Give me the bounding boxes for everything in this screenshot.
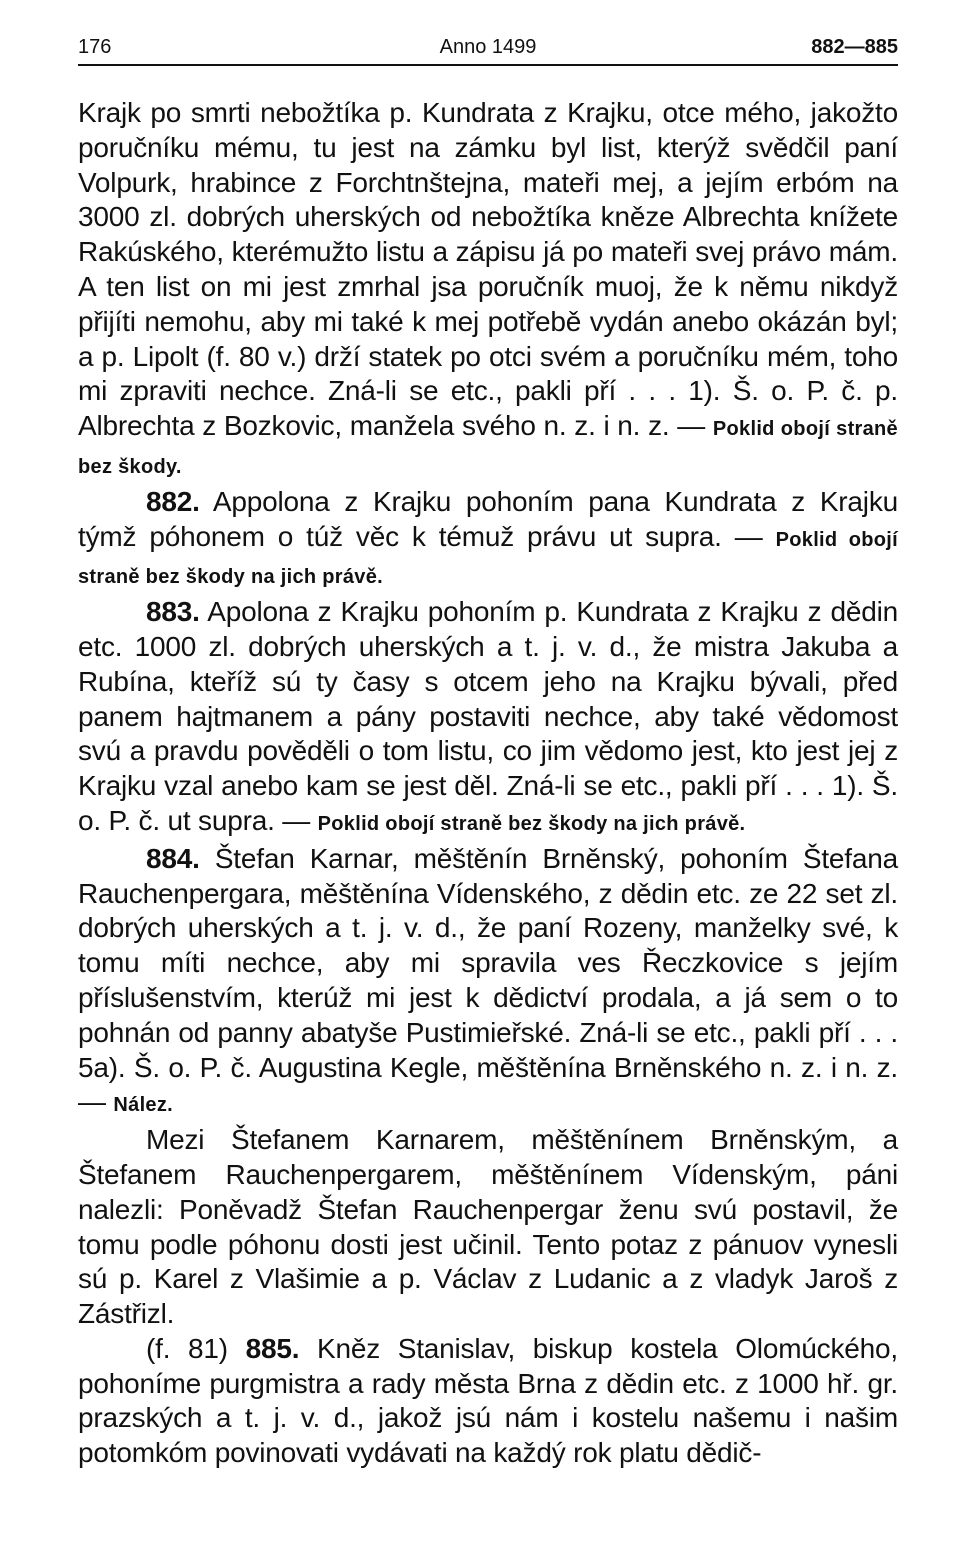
folio-reference: (f. 81) <box>146 1332 228 1364</box>
page-number: 176 <box>78 36 112 58</box>
running-title: Anno 1499 <box>439 36 537 58</box>
document-body <box>78 96 898 1471</box>
entry-text: Štefan Karnar, měštěnín Brněnský, pohoním Štefana Rauchenpergara, měštěnína Vídenského, z dědin etc. ze 22 set zl. dobrých uherských a t. j. v. d., že paní Rozeny, manželky své, k tomu míti nechce, aby mi spravila ves Řeczkovice s jejím příslušenstvím, kterúž mi jest k dědictví prodala, a já sem o to pohnán od panny abatyše Pustimieřské. Zná-li se etc., pakli pří . . . 5a). Š. o. P. č. Augustina Kegle, měštěnína Brněnského n. z. i n. z. — <box>78 842 898 1118</box>
entry-number: 884. <box>146 842 200 874</box>
paragraph-continuation <box>78 96 898 485</box>
finding-paragraph: Mezi Štefanem Karnarem, měštěnínem Brněnským, a Štefanem Rauchenpergarem, měštěnínem Vídenským, páni nalezli: Poněvadž Štefan Rauchenpergar ženu svú postavil, že tomu podle póhonu dosti jest učinil. Tento potaz z pánuov vynesli sú p. Karel z Vlašimie a p. Václav z Ludanic a z vladyk Jaroš z Zástřizl. <box>78 1124 898 1330</box>
entry-884 <box>78 842 898 1123</box>
entry-text: Appolona z Krajku pohoním pana Kundrata z Krajku týmž póhonem o túž věc k témuž právu ut supra. — <box>78 485 898 552</box>
entry-number: 885. <box>245 1332 300 1364</box>
entry-885 <box>78 1332 898 1471</box>
verdict-note: Poklid obojí straně bez škody na jich právě. <box>78 528 898 589</box>
running-header <box>78 36 898 66</box>
entry-882 <box>78 485 898 595</box>
entry-range: 882—885 <box>811 36 898 58</box>
page <box>78 36 898 1471</box>
entry-number: 883. <box>146 596 200 628</box>
entry-number: 882. <box>146 485 200 517</box>
entry-text: Apolona z Krajku pohoním p. Kundrata z Krajku z dědin etc. 1000 zl. dobrých uherských a t. j. v. d., že mistra Jakuba a Rubína, kteříž sú ty časy s otcem jeho na Krajku bývali, před panem hajtmanem a pány postaviti nechce, aby také vědomost svú a pravdu pověděli o tom listu, co jim vědomo jest, kto jest jej z Krajku vzal anebo kam se jest děl. Zná-li se etc., pakli pří . . . 1). Š. o. P. č. ut supra. — <box>78 596 898 836</box>
entry-883 <box>78 595 898 842</box>
entry-text: Kněz Stanislav, biskup kostela Olomúckého, pohoníme purgmistra a rady města Brna z dědin etc. z 1000 hř. gr. prazských a t. j. v. d., jakož jsú nám i kostelu našemu i našim potomkóm povinovati vydávati na každý rok platu dědič- <box>78 1332 898 1469</box>
paragraph-text: Krajk po smrti nebožtíka p. Kundrata z Krajku, otce mého, jakožto poručníku mému, tu jest na zámku byl list, kterýž svědčil paní Volpurk, hrabince z Forchtnštejna, mateři mej, a jejím erbóm na 3000 zl. dobrých uherských od nebožtíka kněze Albrechta knížete Rakúského, kterémužto listu a zápisu já po mateři svej právo mám. A ten list on mi jest zmrhal jsa poručník muoj, že k němu nikdyž přijíti nemohu, aby mi také k mej potřebě vydán anebo okázán byl; a p. Lipolt (f. 80 v.) drží statek po otci svém a poručníku mém, toho mi zpraviti nechce. Zná-li se etc., pakli pří . . . 1). Š. o. P. č. p. Albrechta z Bozkovic, manžela svého n. z. i n. z. — <box>78 97 898 442</box>
verdict-note: Poklid obojí straně bez škody. <box>78 418 898 478</box>
verdict-note: Poklid obojí straně bez škody na jich právě. <box>317 812 746 835</box>
verdict-note: Nález. <box>113 1094 174 1117</box>
